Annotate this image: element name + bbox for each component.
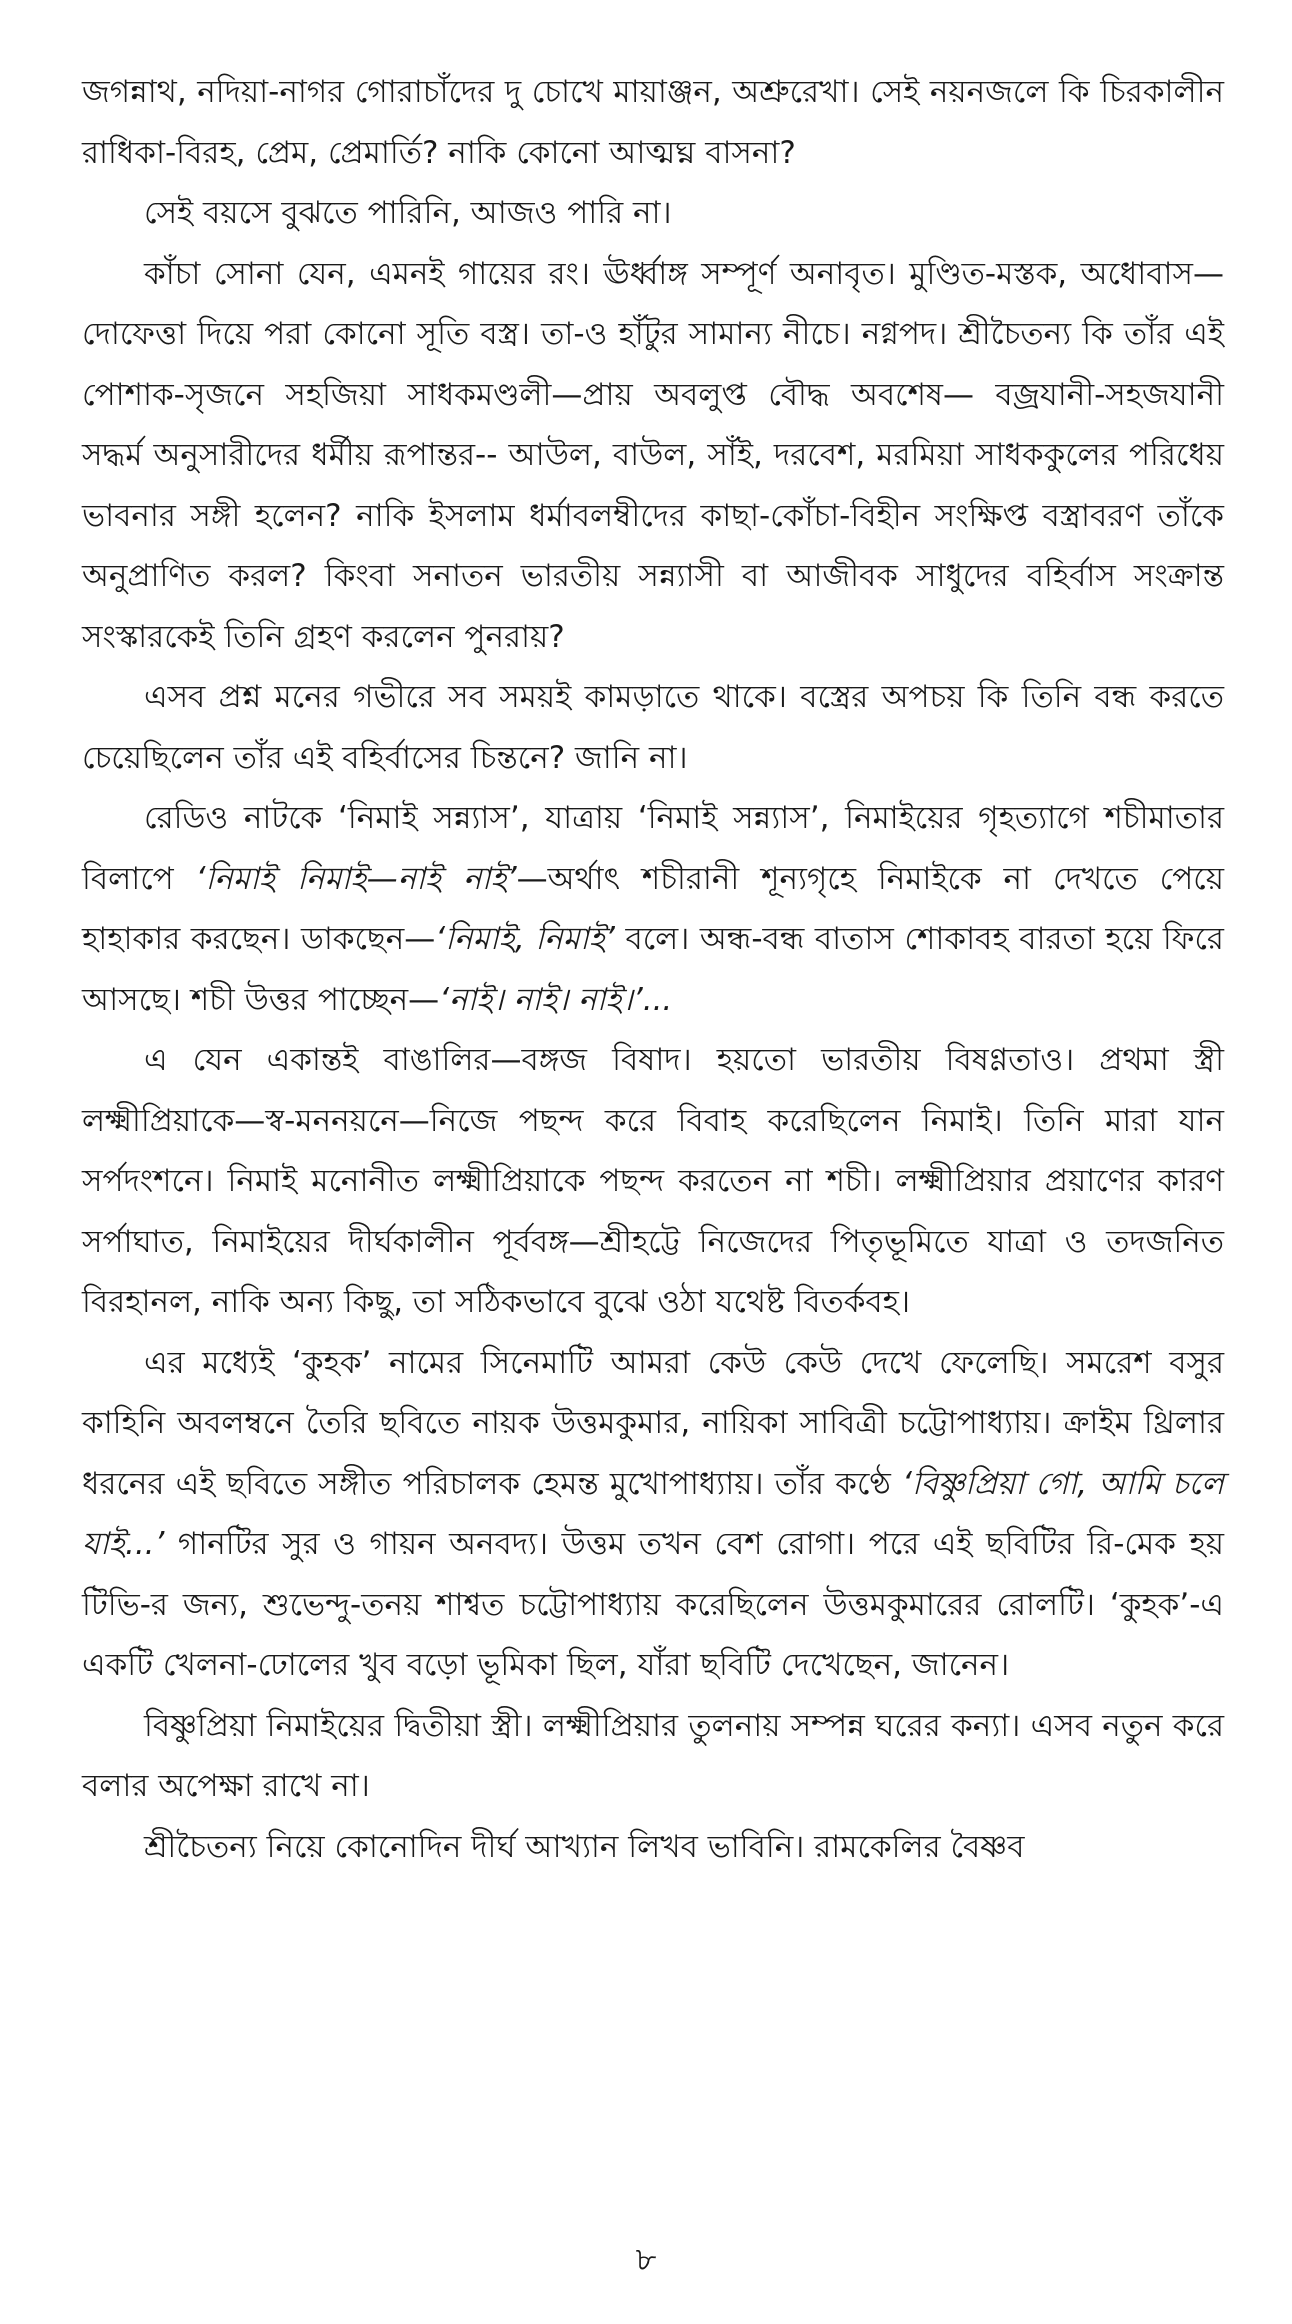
italic-quote: ‘নাই। নাই। নাই।’...	[439, 981, 673, 1018]
paragraph	[82, 1030, 1224, 1333]
paragraph	[82, 1817, 1224, 1878]
page-number: ৮	[635, 2240, 657, 2278]
text-run: বিষ্ণুপ্রিয়া নিমাইয়ের দ্বিতীয়া স্ত্রী। লক্ষ্মীপ্রিয়ার তুলনায় সম্পন্ন ঘরের কন্যা। এসব নতুন করে বলার অপেক্ষা রাখে না।	[82, 1707, 1224, 1804]
text-run: বলে। অন্ধ-বন্ধ বাতাস শোকাবহ বারতা হয়ে ফিরে আসছে। শচী উত্তর পাচ্ছেন—	[82, 921, 1224, 1018]
text-run: কাঁচা সোনা যেন, এমনই গায়ের রং। ঊর্ধ্বাঙ্গ সম্পূর্ণ অনাবৃত। মুণ্ডিত-মস্তক, অধোবাস—দোফেত্তা দিয়ে পরা কোনো সূতি বস্ত্র। তা-ও হাঁটুর সামান্য নীচে। নগ্নপদ। শ্রীচৈতন্য কি তাঁর এই পোশাক-সৃজনে সহজিয়া সাধকমণ্ডলী—প্রায় অবলুপ্ত বৌদ্ধ অবশেষ— বজ্রযানী-সহজযানী সদ্ধর্ম অনুসারীদের ধর্মীয় রূপান্তর-- আউল, বাউল, সাঁই, দরবেশ, মরমিয়া সাধককুলের পরিধেয় ভাবনার সঙ্গী হলেন? নাকি ইসলাম ধর্মাবলম্বীদের কাছা-কোঁচা-বিহীন সংক্ষিপ্ত বস্ত্রাবরণ তাঁকে অনুপ্রাণিত করল? কিংবা সনাতন ভারতীয় সন্ন্যাসী বা আজীবক সাধুদের বহির্বাস সংক্রান্ত সংস্কারকেই তিনি গ্রহণ করলেন পুনরায়?	[82, 255, 1224, 655]
text-run: —অর্থাৎ শচীরানী শূন্যগৃহে নিমাইকে না দেখতে পেয়ে হাহাকার করছেন। ডাকছেন—	[82, 860, 1224, 957]
paragraph	[82, 1333, 1224, 1696]
paragraph	[82, 788, 1224, 1030]
text-run: শ্রীচৈতন্য নিয়ে কোনোদিন দীর্ঘ আখ্যান লিখব ভাবিনি। রামকেলির বৈষ্ণব	[144, 1828, 1025, 1865]
body-text	[82, 62, 1224, 1877]
paragraph	[82, 62, 1224, 183]
italic-quote: ‘নিমাই, নিমাই’	[435, 921, 615, 957]
text-run: জগন্নাথ, নদিয়া-নাগর গোরাচাঁদের দু চোখে মায়াঞ্জন, অশ্রুরেখা। সেই নয়নজলে কি চিরকালীন রাধিকা-বিরহ, প্রেম, প্রেমার্তি? নাকি কোনো আত্মঘ্ন বাসনা?	[82, 74, 1224, 171]
italic-quote: ‘নিমাই নিমাই—নাই নাই’	[195, 860, 517, 897]
paragraph	[82, 667, 1224, 788]
italic-quote: ‘বিষ্ণুপ্রিয়া গো, আমি চলে যাই...’	[82, 1465, 1224, 1562]
paragraph	[82, 244, 1224, 668]
text-run: রেডিও নাটকে ‘নিমাই সন্ন্যাস’, যাত্রায় ‘নিমাই সন্ন্যাস’, নিমাইয়ের গৃহত্যাগে শচীমাতার বিলাপে	[82, 800, 1224, 897]
paragraph	[82, 183, 1224, 244]
paragraph	[82, 1696, 1224, 1817]
text-run: এর মধ্যেই ‘কুহক’ নামের সিনেমাটি আমরা কেউ কেউ দেখে ফেলেছি। সমরেশ বসুর কাহিনি অবলম্বনে তৈরি ছবিতে নায়ক উত্তমকুমার, নায়িকা সাবিত্রী চট্টোপাধ্যায়। ক্রাইম থ্রিলার ধরনের এই ছবিতে সঙ্গীত পরিচালক হেমন্ত মুখোপাধ্যায়। তাঁর কণ্ঠে	[82, 1344, 1224, 1502]
text-run: গানটির সুর ও গায়ন অনবদ্য। উত্তম তখন বেশ রোগা। পরে এই ছবিটির রি-মেক হয় টিভি-র জন্য, শুভেন্দু-তনয় শাশ্বত চট্টোপাধ্যায় করেছিলেন উত্তমকুমারের রোলটি। ‘কুহক’-এ একটি খেলনা-ঢোলের খুব বড়ো ভূমিকা ছিল, যাঁরা ছবিটি দেখেছেন, জানেন।	[82, 1526, 1224, 1683]
text-run: এ যেন একান্তই বাঙালির—বঙ্গজ বিষাদ। হয়তো ভারতীয় বিষণ্ণতাও। প্রথমা স্ত্রী লক্ষ্মীপ্রিয়াকে—স্ব-মননয়নে—নিজে পছন্দ করে বিবাহ করেছিলেন নিমাই। তিনি মারা যান সর্পদংশনে। নিমাই মনোনীত লক্ষ্মীপ্রিয়াকে পছন্দ করতেন না শচী। লক্ষ্মীপ্রিয়ার প্রয়াণের কারণ সর্পাঘাত, নিমাইয়ের দীর্ঘকালীন পূর্ববঙ্গ—শ্রীহট্টে নিজেদের পিতৃভূমিতে যাত্রা ও তদজনিত বিরহানল, নাকি অন্য কিছু, তা সঠিকভাবে বুঝে ওঠা যথেষ্ট বিতর্কবহ।	[82, 1042, 1224, 1320]
text-run: এসব প্রশ্ন মনের গভীরে সব সময়ই কামড়াতে থাকে। বস্ত্রের অপচয় কি তিনি বন্ধ করতে চেয়েছিলেন তাঁর এই বহির্বাসের চিন্তনে? জানি না।	[82, 679, 1224, 776]
text-run: সেই বয়সে বুঝতে পারিনি, আজও পারি না।	[144, 195, 672, 231]
